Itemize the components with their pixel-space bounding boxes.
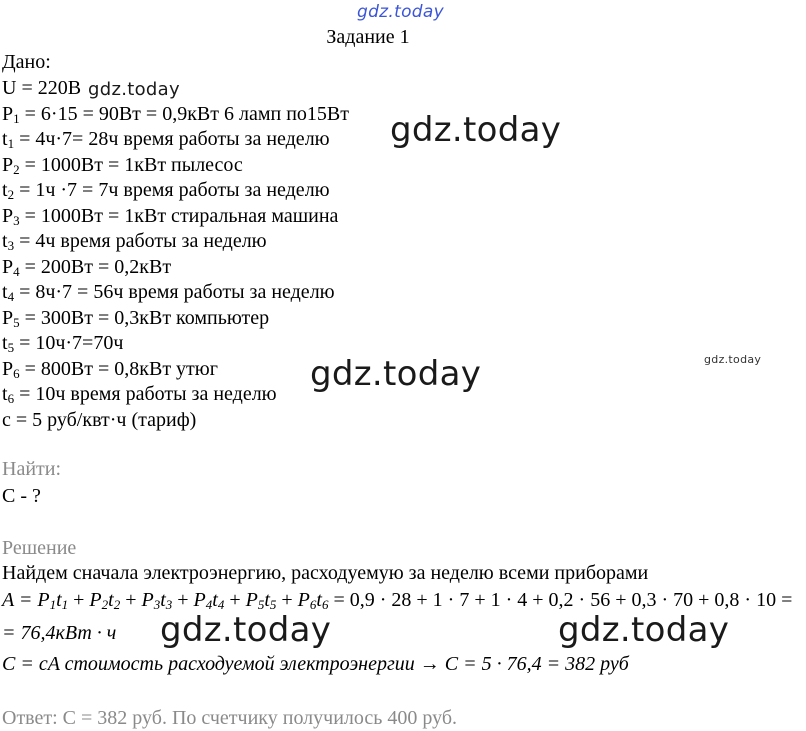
given-line-subscript: 3: [13, 212, 20, 228]
given-line: [2, 331, 123, 355]
formula-energy-result: = 76,4кВт · ч: [2, 622, 117, 644]
formula-term-t: t: [316, 589, 322, 611]
given-line-text: = 4ч время работы за неделю: [14, 230, 267, 252]
given-line-symbol: P: [2, 306, 14, 329]
formula-energy-terms: $P_1t_1 + P_2t_2 + P_3t_3 + P_4t_4 + P_5t_5 + P_6t_6$: [37, 589, 329, 612]
given-line: [2, 382, 277, 406]
watermark-large-3: gdz.today: [160, 610, 332, 650]
given-line-symbol: t: [2, 230, 8, 252]
given-line: [2, 408, 196, 432]
watermark-top: gdz.today: [357, 2, 444, 22]
given-line-subscript: 2: [7, 187, 15, 202]
given-line-symbol: P: [2, 153, 14, 176]
given-line-subscript: 1: [13, 110, 20, 126]
watermark-large-1: gdz.today: [390, 110, 562, 150]
formula-energy: [2, 588, 792, 612]
given-line-text: = 8ч·7 = 56ч время работы за неделю: [14, 281, 335, 303]
formula-term-t: t: [212, 589, 218, 611]
formula-term: [89, 589, 120, 611]
given-line-symbol: U = 220В: [2, 77, 82, 99]
formula-term-p: P: [89, 589, 102, 611]
formula-term-ts: 6: [321, 597, 329, 612]
given-line-symbol: P: [2, 204, 14, 227]
watermark-small-1: gdz.today: [88, 79, 180, 100]
given-line-symbol: c = 5 руб/квт·ч (тариф): [2, 408, 197, 431]
given-line-subscript: 2: [13, 161, 20, 177]
given-line-text: = 200Вт = 0,2кВт: [19, 255, 172, 278]
formula-term: [298, 589, 329, 611]
given-line: [2, 306, 269, 330]
formula-term-p: P: [245, 589, 258, 611]
given-line: [2, 357, 218, 381]
formula-term-ts: 5: [269, 597, 277, 612]
formula-term-ps: 5: [257, 597, 265, 612]
solution-heading: Решение: [2, 537, 77, 559]
given-line-text: = 10ч время работы за неделю: [14, 383, 277, 405]
given-line-text: = 4ч·7= 28ч время работы за неделю: [14, 128, 330, 150]
given-line: [2, 229, 267, 253]
formula-term-ps: 3: [153, 597, 161, 612]
watermark-tiny-1: gdz.today: [704, 353, 762, 366]
given-line: [2, 280, 335, 304]
formula-energy-head: A =: [2, 589, 38, 611]
given-line: [2, 102, 349, 126]
formula-term-ps: 1: [49, 597, 57, 612]
formula-cost: C = cA стоимость расходуемой электроэнергии → C = 5 · 76,4 = 382 руб: [2, 653, 629, 675]
formula-term-ts: 2: [113, 597, 121, 612]
given-line-subscript: 1: [7, 136, 15, 151]
given-line-subscript: 5: [13, 314, 20, 330]
given-line-symbol: t: [2, 383, 8, 405]
formula-term-p: P: [297, 589, 310, 611]
formula-term-ts: 3: [165, 597, 173, 612]
formula-term: [141, 589, 172, 611]
formula-term-ps: 2: [101, 597, 109, 612]
formula-term-ts: 1: [61, 597, 69, 612]
given-line-symbol: t: [2, 281, 8, 303]
given-line-text: = 1000Вт = 1кВт стиральная машина: [19, 204, 339, 227]
given-line: [2, 178, 330, 202]
formula-term: [194, 589, 225, 611]
formula-term-t: t: [160, 589, 166, 611]
given-line: [2, 204, 338, 228]
given-line-text: = 800Вт = 0,8кВт утюг: [19, 357, 218, 380]
given-line-text: = 1000Вт = 1кВт пылесос: [19, 153, 243, 176]
formula-term-ts: 4: [217, 597, 225, 612]
given-line-subscript: 6: [13, 365, 20, 381]
given-line-symbol: t: [2, 179, 8, 201]
formula-energy-tail: = 0,9 · 28 + 1 · 7 + 1 · 4 + 0,2 · 56 + 0,3 · 70 + 0,8 · 10 =: [328, 589, 793, 611]
given-line: [2, 153, 243, 177]
given-line-subscript: 4: [13, 263, 20, 279]
given-line-subscript: 3: [7, 238, 15, 253]
formula-term-p: P: [193, 589, 206, 611]
task-title: Задание 1: [326, 26, 410, 48]
given-line: [2, 76, 81, 100]
given-line-text: = 300Вт = 0,3кВт компьютер: [19, 306, 270, 329]
given-line-symbol: P: [2, 357, 14, 380]
given-line-subscript: 5: [7, 340, 15, 355]
given-line-symbol: P: [2, 255, 14, 278]
watermark-large-4: gdz.today: [558, 610, 730, 650]
given-line: [2, 127, 330, 151]
formula-term-ps: 4: [205, 597, 213, 612]
formula-term: [37, 589, 68, 611]
given-heading: Дано:: [2, 51, 51, 73]
given-line-text: = 1ч ·7 = 7ч время работы за неделю: [14, 179, 330, 201]
given-line-subscript: 4: [7, 289, 15, 304]
formula-term-t: t: [56, 589, 62, 611]
given-line-symbol: t: [2, 128, 8, 150]
formula-term-p: P: [37, 589, 50, 611]
given-line-text: = 10ч·7=70ч: [14, 332, 124, 354]
formula-term-ps: 6: [309, 597, 317, 612]
given-line-text: = 6·15 = 90Вт = 0,9кВт 6 ламп по15Вт: [19, 102, 349, 125]
given-line-symbol: t: [2, 332, 8, 354]
find-heading: Найти:: [2, 458, 62, 480]
formula-term-t: t: [264, 589, 270, 611]
formula-term-p: P: [141, 589, 154, 611]
formula-term-t: t: [108, 589, 114, 611]
watermark-large-2: gdz.today: [310, 354, 482, 394]
given-line-subscript: 6: [7, 391, 15, 406]
find-value: С - ?: [2, 485, 41, 507]
formula-term: [246, 589, 277, 611]
given-line-symbol: P: [2, 102, 14, 125]
given-line: [2, 255, 171, 279]
answer-text: Ответ: С = 382 руб. По счетчику получилось 400 руб.: [2, 707, 458, 729]
solution-intro: Найдем сначала электроэнергию, расходуемую за неделю всеми приборами: [2, 562, 649, 584]
